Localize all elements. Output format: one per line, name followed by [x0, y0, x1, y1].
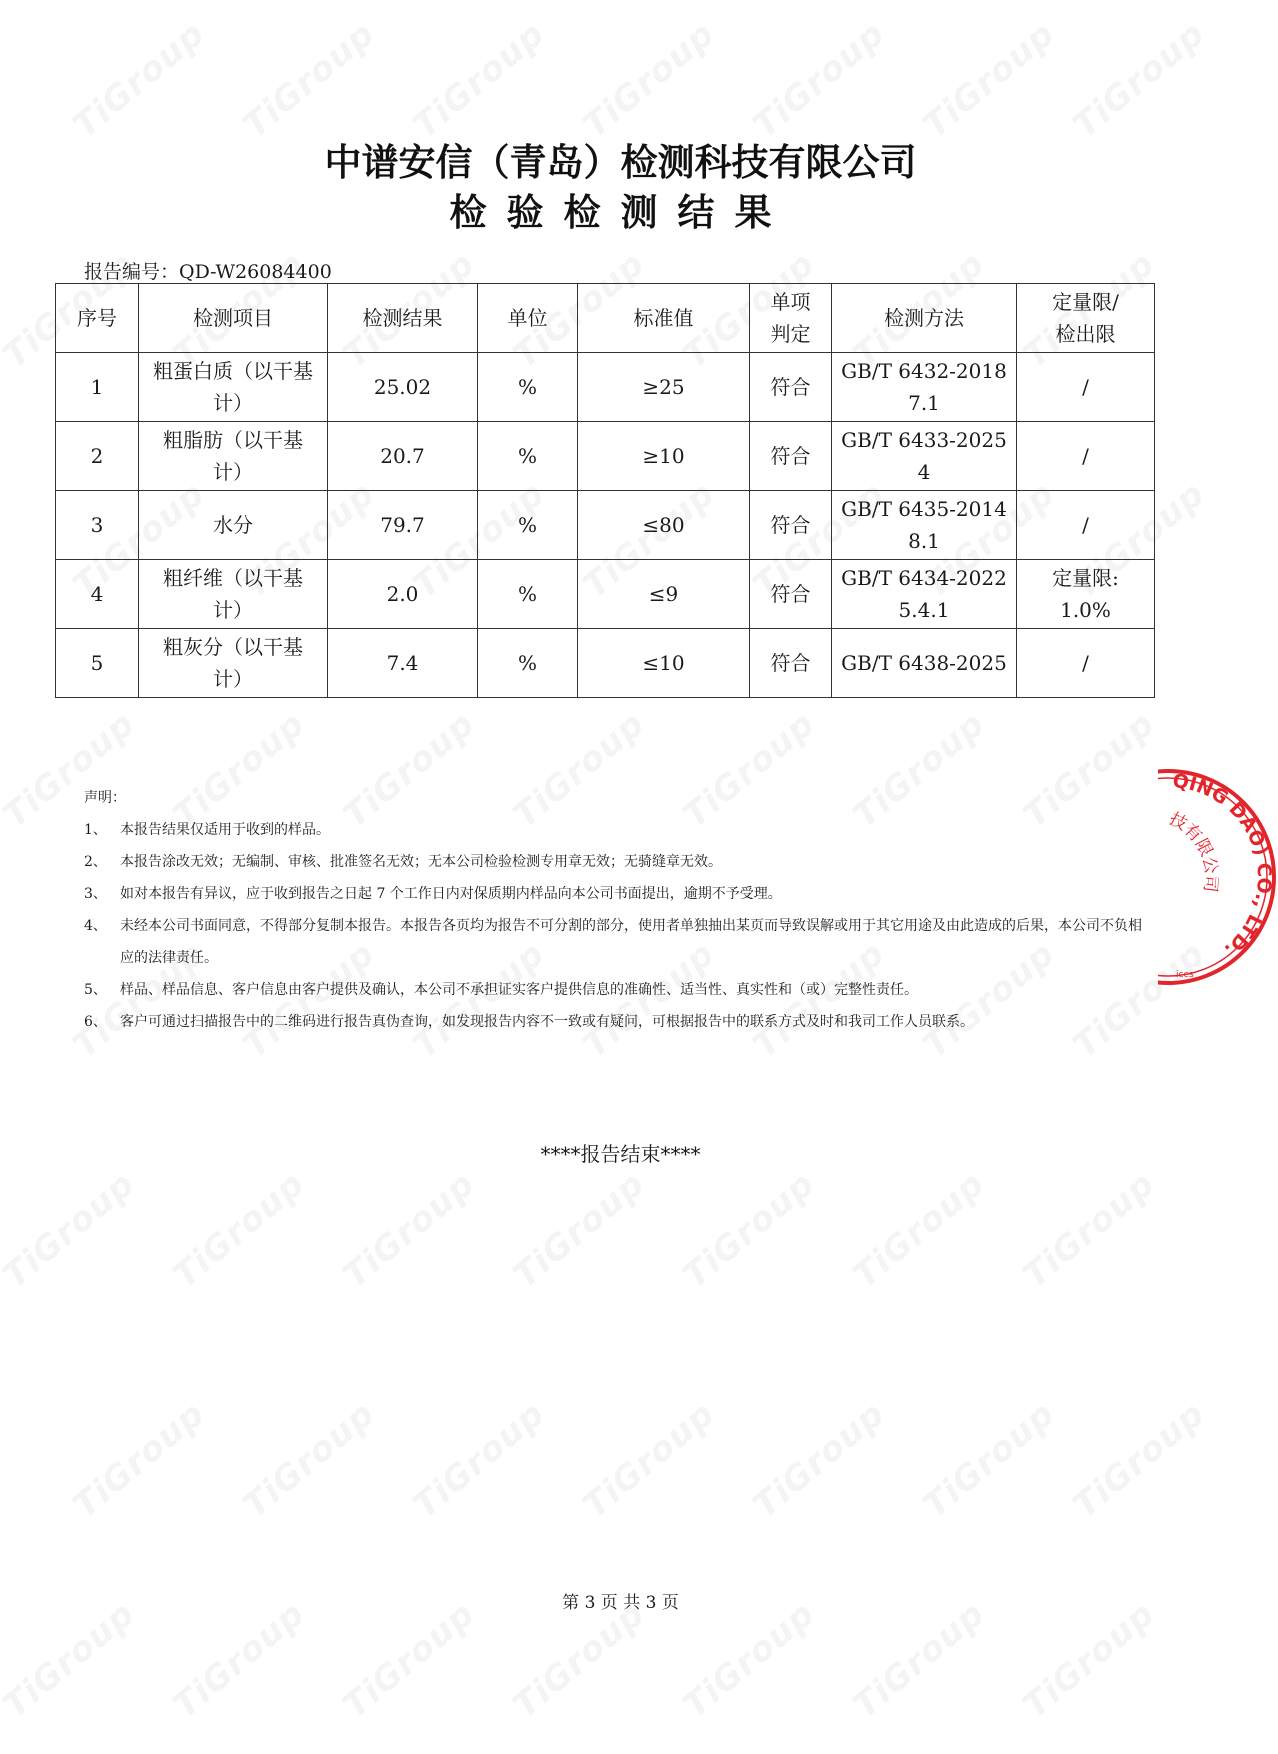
cell-limit-line2: 1.0%: [1060, 598, 1111, 622]
statement-number: 5、: [84, 982, 107, 998]
cell-judge: 符合: [750, 560, 832, 629]
statement-number: 2、: [84, 854, 107, 870]
company-seal-icon: [1158, 767, 1278, 987]
cell-unit: %: [478, 629, 578, 698]
results-table: [55, 283, 1155, 698]
cell-judge: 符合: [750, 491, 832, 560]
cell-result: 25.02: [328, 353, 478, 422]
cell-item-line2: 计）: [213, 667, 253, 691]
cell-method: [832, 422, 1017, 491]
statement-number: 3、: [84, 886, 107, 902]
cell-item-line1: 粗灰分（以干基: [163, 635, 303, 659]
statement-number: 4、: [84, 918, 107, 934]
cell-limit-line1: /: [1082, 513, 1089, 537]
cell-method: [832, 560, 1017, 629]
statement-item: [84, 846, 1144, 878]
statement-item: [84, 910, 1144, 974]
header-result: 检测结果: [328, 284, 478, 353]
cell-limit: [1017, 491, 1155, 560]
cell-unit: %: [478, 491, 578, 560]
cell-method: [832, 491, 1017, 560]
statement-text: 本报告结果仅适用于收到的样品。: [120, 822, 330, 838]
cell-item: [139, 491, 328, 560]
seal-text-small: ices: [1176, 970, 1194, 980]
header-no: 序号: [56, 284, 139, 353]
cell-item: [139, 629, 328, 698]
cell-result: 79.7: [328, 491, 478, 560]
cell-method: [832, 629, 1017, 698]
cell-method-line2: 5.4.1: [898, 598, 950, 622]
page-number: 第 3 页 共 3 页: [562, 1593, 679, 1613]
document-subtitle: 检验检测结果: [449, 191, 792, 234]
cell-no: 2: [56, 422, 139, 491]
cell-limit-line1: /: [1082, 444, 1089, 468]
header-method: 检测方法: [832, 284, 1017, 353]
cell-limit: [1017, 422, 1155, 491]
header-judge-line1: 单项: [770, 290, 811, 314]
cell-no: 5: [56, 629, 139, 698]
svg-text:技有限公司: [1166, 809, 1221, 893]
cell-standard: ≤10: [578, 629, 750, 698]
header-unit: 单位: [478, 284, 578, 353]
cell-limit: [1017, 353, 1155, 422]
cell-result: 20.7: [328, 422, 478, 491]
cell-item: [139, 422, 328, 491]
report-end-mark: ****报告结束****: [540, 1142, 701, 1166]
header-item: 检测项目: [139, 284, 328, 353]
header-limit: [1017, 284, 1155, 353]
cell-unit: %: [478, 353, 578, 422]
cell-no: 4: [56, 560, 139, 629]
cell-item-line1: 粗纤维（以干基: [163, 566, 303, 590]
statement-section: [84, 782, 1144, 1038]
cell-standard: ≥25: [578, 353, 750, 422]
cell-limit-line1: /: [1082, 375, 1089, 399]
statement-item: [84, 974, 1144, 1006]
header-judge: [750, 284, 832, 353]
statement-item: [84, 878, 1144, 910]
cell-item-line1: 水分: [213, 513, 253, 537]
cell-method-line1: GB/T 6435-2014: [841, 497, 1007, 521]
cell-item-line2: 计）: [213, 460, 253, 484]
statement-text: 未经本公司书面同意，不得部分复制本报告。本报告各页均为报告不可分割的部分，使用者单独抽出某页而导致误解或用于其它用途及由此造成的后果，本公司不负相应的法律责任。: [120, 918, 1142, 966]
statement-text: 如对本报告有异议，应于收到报告之日起 7 个工作日内对保质期内样品向本公司书面提出，逾期不予受理。: [120, 886, 782, 902]
cell-method-line2: 4: [917, 460, 931, 484]
table-row: [56, 353, 1155, 422]
statement-number: 1、: [84, 822, 107, 838]
header-limit-line2: 检出限: [1055, 322, 1116, 346]
cell-method-line2: 7.1: [908, 391, 940, 415]
cell-limit: [1017, 629, 1155, 698]
statement-text: 样品、样品信息、客户信息由客户提供及确认，本公司不承担证实客户提供信息的准确性、适当性、真实性和（或）完整性责任。: [120, 982, 918, 998]
cell-unit: %: [478, 560, 578, 629]
cell-item-line2: 计）: [213, 598, 253, 622]
cell-item: [139, 560, 328, 629]
cell-standard: ≤9: [578, 560, 750, 629]
cell-no: 1: [56, 353, 139, 422]
statement-text: 客户可通过扫描报告中的二维码进行报告真伪查询，如发现报告内容不一致或有疑问，可根据报告中的联系方式及时和我司工作人员联系。: [120, 1014, 974, 1030]
cell-limit-line1: /: [1082, 651, 1089, 675]
cell-result: 7.4: [328, 629, 478, 698]
seal-text-en: QING DAO) CO., LTD.: [1171, 769, 1276, 962]
cell-standard: ≤80: [578, 491, 750, 560]
table-header-row: [56, 284, 1155, 353]
header-judge-line2: 判定: [770, 322, 811, 346]
cell-item-line1: 粗蛋白质（以干基: [153, 359, 313, 383]
cell-item-line2: 计）: [213, 391, 253, 415]
table-row: [56, 560, 1155, 629]
company-title: 中谱安信（青岛）检测科技有限公司: [324, 141, 917, 184]
cell-limit-line1: 定量限:: [1052, 566, 1119, 590]
statement-heading: 声明：: [84, 790, 126, 806]
statement-item: [84, 1006, 1144, 1038]
table-row: [56, 422, 1155, 491]
statement-item: [84, 814, 1144, 846]
cell-no: 3: [56, 491, 139, 560]
cell-result: 2.0: [328, 560, 478, 629]
cell-method-line1: GB/T 6438-2025: [841, 651, 1007, 675]
seal-text-cn: 技有限公司: [1165, 808, 1222, 894]
header-limit-line1: 定量限/: [1052, 290, 1119, 314]
cell-limit: [1017, 560, 1155, 629]
cell-method-line2: 8.1: [908, 529, 940, 553]
cell-method-line1: GB/T 6434-2022: [841, 566, 1007, 590]
table-row: [56, 629, 1155, 698]
table-row: [56, 491, 1155, 560]
statement-number: 6、: [84, 1014, 107, 1030]
cell-item: [139, 353, 328, 422]
cell-item-line1: 粗脂肪（以干基: [163, 428, 303, 452]
cell-standard: ≥10: [578, 422, 750, 491]
cell-method-line1: GB/T 6432-2018: [841, 359, 1007, 383]
cell-judge: 符合: [750, 353, 832, 422]
cell-unit: %: [478, 422, 578, 491]
cell-judge: 符合: [750, 629, 832, 698]
report-number: 报告编号：QD-W26084400: [84, 261, 332, 283]
cell-judge: 符合: [750, 422, 832, 491]
statement-text: 本报告涂改无效；无编制、审核、批准签名无效；无本公司检验检测专用章无效；无骑缝章无效。: [120, 854, 722, 870]
header-standard: 标准值: [578, 284, 750, 353]
cell-method-line1: GB/T 6433-2025: [841, 428, 1007, 452]
cell-method: [832, 353, 1017, 422]
